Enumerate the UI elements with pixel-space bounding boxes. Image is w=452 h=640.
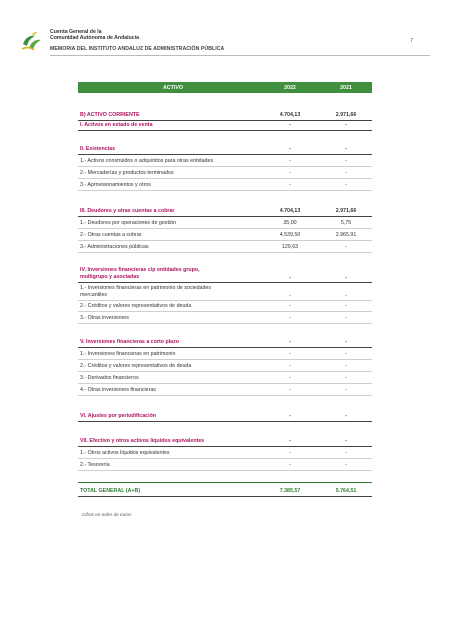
document-title: MEMORIA DEL INSTITUTO ANDALUZ DE ADMINISTRACIÓN PÚBLICA bbox=[50, 46, 225, 52]
table-row bbox=[78, 351, 372, 360]
row-label-line: TOTAL GENERAL (A+B) bbox=[80, 488, 141, 494]
value-2021: - bbox=[345, 363, 347, 369]
row-label-line: 1.- Inversiones financieras en patrimonio bbox=[80, 351, 176, 357]
row-label-line: 2.- Créditos y valores representativos de deuda bbox=[80, 363, 192, 369]
value-2021: - bbox=[345, 122, 347, 128]
table-row bbox=[78, 363, 372, 372]
row-label bbox=[80, 339, 179, 346]
value-2022: - bbox=[289, 375, 291, 381]
row-label bbox=[80, 351, 175, 358]
total-row bbox=[78, 488, 372, 497]
row-label-line: multigrupo y asociadas bbox=[80, 274, 140, 280]
table-header bbox=[78, 82, 372, 93]
header-divider bbox=[50, 55, 430, 56]
value-2022: - bbox=[289, 158, 291, 164]
value-2022: - bbox=[289, 146, 291, 152]
row-label-line: V. Inversiones financieras a corto plazo bbox=[80, 339, 180, 345]
row-label-line: 4.- Otras inversiones financieras bbox=[80, 387, 156, 393]
row-label-line: 1.- Activos construidos o adquiridos para otras entidades bbox=[80, 158, 214, 164]
section-row bbox=[78, 438, 372, 447]
section-row bbox=[78, 339, 372, 348]
value-2022: - bbox=[289, 438, 291, 444]
row-label bbox=[80, 182, 151, 189]
row-label-line: VI. Ajustes por periodificación bbox=[80, 413, 157, 419]
total-top-rule bbox=[78, 482, 372, 483]
row-label bbox=[80, 375, 139, 382]
row-label bbox=[80, 303, 191, 310]
row-label bbox=[80, 315, 129, 322]
row-label bbox=[80, 387, 156, 394]
value-2021: - bbox=[345, 182, 347, 188]
row-label bbox=[80, 438, 204, 445]
value-2022: 4.704,13 bbox=[279, 112, 301, 118]
row-label bbox=[80, 413, 156, 420]
row-label bbox=[80, 220, 176, 227]
table-row bbox=[78, 182, 372, 191]
row-label-line: 2.- Mercaderías y productos terminados bbox=[80, 170, 174, 176]
value-2021: - bbox=[345, 351, 347, 357]
value-2021: - bbox=[345, 293, 347, 299]
balance-table bbox=[78, 82, 372, 494]
row-label-line: VII. Efectivo y otros activos líquidos equivalentes bbox=[80, 438, 205, 444]
row-label bbox=[80, 450, 170, 457]
value-2021: 2.971,66 bbox=[335, 112, 357, 118]
value-2022: - bbox=[289, 303, 291, 309]
row-label bbox=[80, 244, 149, 251]
value-2021: 2.965,91 bbox=[335, 232, 357, 238]
table-row bbox=[78, 244, 372, 253]
org-name-line2: Comunidad Autónoma de Andalucía bbox=[50, 35, 139, 41]
row-label bbox=[80, 285, 211, 299]
section-row bbox=[78, 208, 372, 217]
table-row bbox=[78, 220, 372, 229]
header-2022: 2022 bbox=[284, 84, 296, 91]
row-label-line: IV. Inversiones financieras c/p entidades grupo, bbox=[80, 267, 200, 273]
value-2021: - bbox=[345, 462, 347, 468]
row-label-line: mercantiles bbox=[80, 292, 108, 298]
value-2021: - bbox=[345, 315, 347, 321]
table-row bbox=[78, 232, 372, 241]
row-label-line: 2.- Tesorería bbox=[80, 462, 110, 468]
value-2021: - bbox=[345, 244, 347, 250]
row-label bbox=[80, 488, 140, 495]
value-2021: - bbox=[345, 303, 347, 309]
row-label-line: III. Deudores y otras cuentas a cobrar bbox=[80, 208, 175, 214]
value-2022: 4.704,13 bbox=[279, 208, 301, 214]
value-2022: 35,00 bbox=[283, 220, 297, 226]
row-label bbox=[80, 158, 213, 165]
value-2022: - bbox=[289, 387, 291, 393]
value-2022: - bbox=[289, 293, 291, 299]
value-2021: - bbox=[345, 413, 347, 419]
row-label-line: 1.- Inversiones financieras en patrimonio de sociedades bbox=[80, 285, 212, 291]
value-2022: - bbox=[289, 450, 291, 456]
row-label-line: I. Activos en estado de venta bbox=[80, 122, 153, 128]
table-row bbox=[78, 285, 372, 301]
page-number: 7 bbox=[410, 38, 414, 44]
footnote: Cifras en miles de euros bbox=[82, 512, 132, 517]
value-2022: 7.385,57 bbox=[279, 488, 301, 494]
row-label bbox=[80, 170, 174, 177]
row-label bbox=[80, 462, 110, 469]
value-2022: - bbox=[289, 363, 291, 369]
table-row bbox=[78, 315, 372, 324]
value-2021: - bbox=[345, 170, 347, 176]
table-row bbox=[78, 170, 372, 179]
value-2022: 4.539,50 bbox=[279, 232, 301, 238]
value-2022: - bbox=[289, 413, 291, 419]
header-2021: 2021 bbox=[340, 84, 352, 91]
row-label-line: 3.- Aprovisionamientos y otros bbox=[80, 182, 151, 188]
row-label-line: 2.- Otras cuentas a cobrar bbox=[80, 232, 142, 238]
value-2021: 5,75 bbox=[340, 220, 352, 226]
value-2022: - bbox=[289, 339, 291, 345]
value-2022: - bbox=[289, 275, 291, 281]
section-row bbox=[78, 122, 372, 131]
page-header bbox=[0, 0, 452, 64]
table-row bbox=[78, 450, 372, 459]
row-label bbox=[80, 208, 175, 215]
section-row bbox=[78, 267, 372, 283]
table-row bbox=[78, 462, 372, 471]
value-2021: - bbox=[345, 339, 347, 345]
row-label bbox=[80, 112, 140, 119]
row-label-line: II. Existencias bbox=[80, 146, 116, 152]
value-2022: - bbox=[289, 351, 291, 357]
row-label-line: 3.- Derivados financieros bbox=[80, 375, 139, 381]
value-2022: - bbox=[289, 182, 291, 188]
value-2021: 2.971,66 bbox=[335, 208, 357, 214]
row-label-line: 3.- Otras inversiones bbox=[80, 315, 129, 321]
table-row bbox=[78, 303, 372, 312]
value-2022: - bbox=[289, 170, 291, 176]
org-name-line1: Cuenta General de la bbox=[50, 29, 102, 35]
value-2021: - bbox=[345, 387, 347, 393]
value-2022: - bbox=[289, 462, 291, 468]
section-row bbox=[78, 112, 372, 121]
row-label-line: 3.- Administraciones públicas bbox=[80, 244, 149, 250]
value-2022: - bbox=[289, 315, 291, 321]
value-2021: - bbox=[345, 375, 347, 381]
value-2021: - bbox=[345, 158, 347, 164]
table-row bbox=[78, 375, 372, 384]
row-label bbox=[80, 267, 200, 281]
value-2021: - bbox=[345, 146, 347, 152]
header-activo: ACTIVO bbox=[162, 84, 183, 91]
row-label bbox=[80, 363, 191, 370]
row-label bbox=[80, 122, 153, 129]
value-2021: - bbox=[345, 275, 347, 281]
row-label bbox=[80, 232, 142, 239]
section-row bbox=[78, 413, 372, 422]
row-label-line: B) ACTIVO CORRIENTE bbox=[80, 112, 140, 118]
junta-andalucia-logo-icon bbox=[20, 30, 44, 52]
value-2021: - bbox=[345, 450, 347, 456]
row-label-line: 2.- Créditos y valores representativos de deuda bbox=[80, 303, 192, 309]
value-2022: 129,63 bbox=[281, 244, 299, 250]
row-label bbox=[80, 146, 115, 153]
value-2021: - bbox=[345, 438, 347, 444]
table-row bbox=[78, 158, 372, 167]
table-row bbox=[78, 387, 372, 396]
row-label-line: 1.- Deudores por operaciones de gestión bbox=[80, 220, 176, 226]
value-2021: 5.764,51 bbox=[335, 488, 357, 494]
value-2022: - bbox=[289, 122, 291, 128]
section-row bbox=[78, 146, 372, 155]
row-label-line: 1.- Otros activos líquidos equivalentes bbox=[80, 450, 170, 456]
